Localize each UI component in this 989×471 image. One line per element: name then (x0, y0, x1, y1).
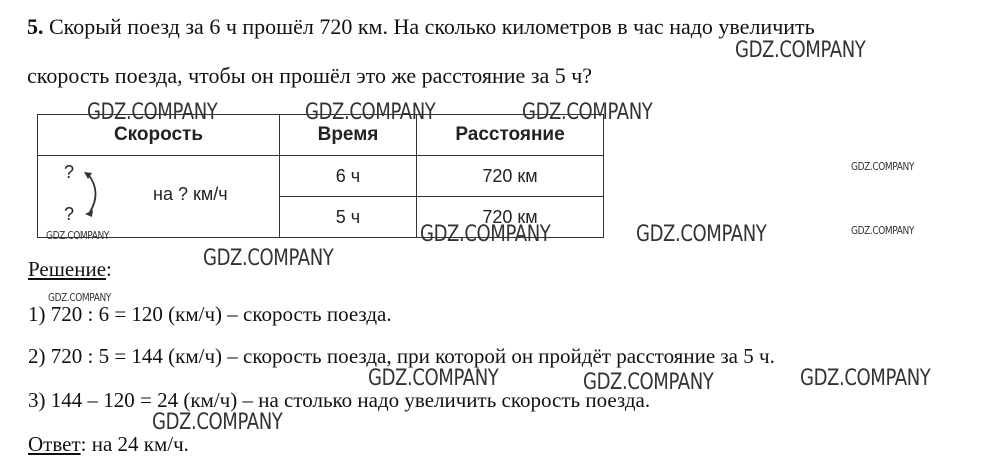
watermark: GDZ.COMPANY (368, 366, 499, 391)
header-time: Время (280, 115, 417, 156)
solution-step-3: 3) 144 – 120 = 24 (км/ч) – на столько надо увеличить скорость поезда. (28, 388, 651, 412)
task-line-2: скорость поезда, чтобы он прошёл это же расстояние за 5 ч? (27, 63, 593, 88)
answer-line (28, 432, 189, 457)
answer-text: : на 24 км/ч. (80, 432, 189, 456)
watermark: GDZ.COMPANY (735, 38, 866, 63)
watermark: GDZ.COMPANY (851, 224, 914, 237)
solution-heading-colon: : (106, 257, 112, 281)
speed-question-1: ? (64, 162, 75, 182)
watermark: GDZ.COMPANY (851, 160, 914, 173)
watermark: GDZ.COMPANY (87, 100, 218, 125)
speed-question-2: ? (64, 204, 75, 224)
solution-step-1: 1) 720 : 6 = 120 (км/ч) – скорость поезда. (28, 302, 392, 326)
watermark: GDZ.COMPANY (203, 246, 334, 271)
watermark: GDZ.COMPANY (522, 100, 653, 125)
data-table (37, 114, 604, 238)
solution-heading-label: Решение (28, 257, 107, 281)
table-row (38, 156, 604, 197)
solution-heading (28, 257, 112, 282)
comparison-arrow-icon (84, 170, 104, 218)
task-line-1 (27, 14, 815, 40)
speed-cell (38, 156, 280, 238)
watermark: GDZ.COMPANY (420, 222, 551, 247)
time-cell: 6 ч (280, 156, 417, 197)
header-speed: Скорость (38, 115, 280, 156)
watermark: GDZ.COMPANY (800, 366, 931, 391)
watermark: GDZ.COMPANY (48, 291, 111, 304)
solution-step-2: 2) 720 : 5 = 144 (км/ч) – скорость поезда, при которой он пройдёт расстояние за 5 ч. (28, 344, 775, 368)
watermark: GDZ.COMPANY (152, 410, 283, 435)
task-text-1: Скорый поезд за 6 ч прошёл 720 км. На сколько километров в час надо увеличить (49, 14, 815, 39)
answer-label: Ответ (28, 432, 81, 456)
task-number: 5. (27, 14, 44, 39)
distance-cell: 720 км (417, 156, 604, 197)
watermark: GDZ.COMPANY (305, 100, 436, 125)
watermark: GDZ.COMPANY (636, 222, 767, 247)
distance-cell: 720 км (417, 197, 604, 238)
header-distance: Расстояние (417, 115, 604, 156)
watermark: GDZ.COMPANY (583, 370, 714, 395)
speed-difference-label: на ? км/ч (153, 184, 228, 204)
time-cell: 5 ч (280, 197, 417, 238)
watermark: GDZ.COMPANY (46, 229, 109, 242)
